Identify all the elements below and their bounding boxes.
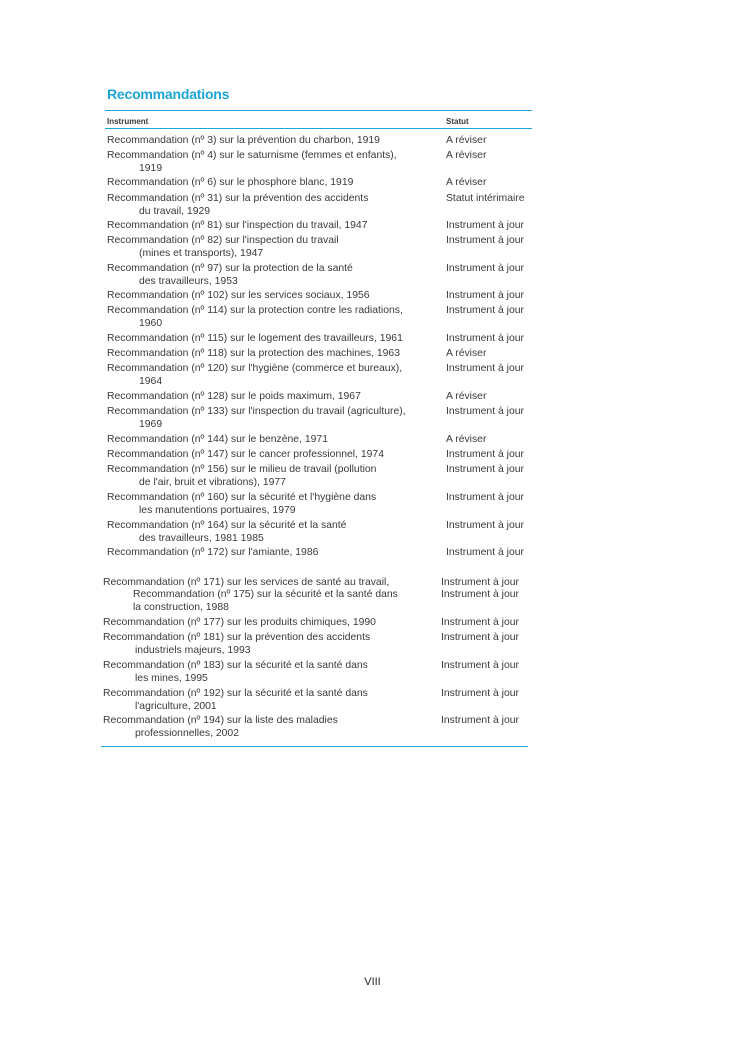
instrument-continuation: des travailleurs, 1981 1985 (139, 532, 264, 544)
table-bottom-rule (101, 746, 528, 747)
instrument-continuation: du travail, 1929 (139, 205, 211, 217)
instrument-cell (133, 589, 443, 614)
instrument-cell (107, 305, 442, 330)
instrument-cell (107, 492, 442, 517)
status-cell: A réviser (446, 391, 487, 402)
instrument-line: Recommandation (nº 115) sur le logement des travailleurs, 1961 (107, 333, 403, 344)
status-cell: Instrument à jour (441, 660, 519, 671)
status-cell: Instrument à jour (446, 290, 524, 301)
instrument-cell (107, 547, 442, 560)
instrument-line: Recommandation (nº 118) sur la protection des machines, 1963 (107, 348, 400, 359)
instrument-continuation: 1964 (139, 375, 163, 387)
status-cell: Instrument à jour (446, 406, 524, 417)
instrument-cell (107, 333, 442, 346)
instrument-line: Recommandation (nº 6) sur le phosphore blanc, 1919 (107, 177, 354, 188)
instrument-line: Recommandation (nº 114) sur la protection contre les radiations, (107, 305, 403, 316)
instrument-continuation: la construction, 1988 (133, 601, 229, 613)
instrument-line: Recommandation (nº 133) sur l'inspection du travail (agriculture), (107, 406, 406, 417)
status-cell: Instrument à jour (441, 617, 519, 628)
status-cell: A réviser (446, 135, 487, 146)
instrument-cell (107, 150, 442, 175)
instrument-line: Recommandation (nº 102) sur les services sociaux, 1956 (107, 290, 370, 301)
instrument-line: Recommandation (nº 97) sur la protection de la santé (107, 263, 353, 274)
column-header-instrument: Instrument (107, 117, 149, 126)
status-cell: Instrument à jour (446, 305, 524, 316)
table-body-a (107, 135, 537, 575)
instrument-cell (107, 449, 442, 462)
status-cell: Instrument à jour (446, 235, 524, 246)
instrument-line: Recommandation (nº 144) sur le benzène, 1971 (107, 434, 328, 445)
instrument-line: Recommandation (nº 4) sur le saturnisme (femmes et enfants), (107, 150, 397, 161)
instrument-continuation: les manutentions portuaires, 1979 (139, 504, 296, 516)
instrument-line: Recommandation (nº 194) sur la liste des maladies (103, 715, 338, 726)
instrument-cell (107, 348, 442, 361)
status-cell: Instrument à jour (441, 589, 519, 600)
instrument-line: Recommandation (nº 160) sur la sécurité et l'hygiène dans (107, 492, 377, 503)
status-cell: Instrument à jour (446, 263, 524, 274)
status-cell: A réviser (446, 150, 487, 161)
instrument-line: Recommandation (nº 120) sur l'hygiène (commerce et bureaux), (107, 363, 403, 374)
instrument-cell (107, 135, 442, 148)
status-cell: Statut intérimaire (446, 193, 525, 204)
instrument-cell (107, 363, 442, 388)
instrument-line: Recommandation (nº 82) sur l'inspection du travail (107, 235, 339, 246)
status-cell: Instrument à jour (446, 363, 524, 374)
instrument-line: Recommandation (nº 175) sur la sécurité et la santé dans (133, 589, 398, 600)
instrument-continuation: 1960 (139, 317, 163, 329)
instrument-cell (107, 220, 442, 233)
instrument-cell (107, 391, 442, 404)
instrument-continuation: industriels majeurs, 1993 (135, 644, 251, 656)
instrument-line: Recommandation (nº 3) sur la prévention du charbon, 1919 (107, 135, 380, 146)
instrument-line: Recommandation (nº 192) sur la sécurité et la santé dans (103, 688, 368, 699)
status-cell: Instrument à jour (446, 464, 524, 475)
status-cell: Instrument à jour (446, 333, 524, 344)
instrument-continuation: des travailleurs, 1953 (139, 275, 238, 287)
status-cell: Instrument à jour (441, 715, 519, 726)
status-cell: Instrument à jour (441, 688, 519, 699)
status-cell: Instrument à jour (446, 449, 524, 460)
instrument-cell (103, 688, 438, 713)
instrument-cell (107, 406, 442, 431)
instrument-cell (103, 715, 438, 740)
status-cell: A réviser (446, 177, 487, 188)
column-header-statut: Statut (446, 117, 469, 126)
instrument-cell (107, 263, 442, 288)
instrument-line: Recommandation (nº 128) sur le poids maximum, 1967 (107, 391, 361, 402)
instrument-continuation: de l'air, bruit et vibrations), 1977 (139, 476, 286, 488)
instrument-cell (107, 235, 442, 260)
instrument-cell (103, 617, 438, 630)
section-title: Recommandations (107, 86, 230, 102)
instrument-cell (107, 193, 442, 218)
instrument-continuation: 1919 (139, 162, 163, 174)
instrument-continuation: les mines, 1995 (135, 672, 208, 684)
instrument-line: Recommandation (nº 181) sur la prévention des accidents (103, 632, 371, 643)
status-cell: Instrument à jour (441, 632, 519, 643)
instrument-cell (103, 660, 438, 685)
instrument-line: Recommandation (nº 164) sur la sécurité et la santé (107, 520, 347, 531)
instrument-continuation: 1969 (139, 418, 163, 430)
table-top-rule (105, 110, 532, 111)
instrument-cell (107, 290, 442, 303)
instrument-line: Recommandation (nº 147) sur le cancer professionnel, 1974 (107, 449, 384, 460)
table-body-b (103, 577, 533, 747)
instrument-cell (103, 632, 438, 657)
instrument-cell (107, 464, 442, 489)
status-cell: Instrument à jour (446, 547, 524, 558)
instrument-line: Recommandation (nº 156) sur le milieu de travail (pollution (107, 464, 377, 475)
instrument-cell (103, 577, 438, 590)
status-cell: A réviser (446, 348, 487, 359)
instrument-line: Recommandation (nº 171) sur les services de santé au travail, (103, 577, 390, 588)
instrument-continuation: l'agriculture, 2001 (135, 700, 217, 712)
header-rule (105, 128, 532, 129)
status-cell: Instrument à jour (446, 520, 524, 531)
instrument-cell (107, 177, 442, 190)
status-cell: Instrument à jour (446, 220, 524, 231)
status-cell: Instrument à jour (446, 492, 524, 503)
instrument-line: Recommandation (nº 177) sur les produits chimiques, 1990 (103, 617, 376, 628)
instrument-line: Recommandation (nº 183) sur la sécurité et la santé dans (103, 660, 368, 671)
instrument-cell (107, 434, 442, 447)
instrument-continuation: professionnelles, 2002 (135, 727, 239, 739)
instrument-continuation: (mines et transports), 1947 (139, 247, 264, 259)
instrument-line: Recommandation (nº 172) sur l'amiante, 1986 (107, 547, 319, 558)
status-cell: A réviser (446, 434, 487, 445)
instrument-cell (107, 520, 442, 545)
status-cell: Instrument à jour (441, 577, 519, 588)
instrument-line: Recommandation (nº 81) sur l'inspection du travail, 1947 (107, 220, 368, 231)
page-number: VIII (364, 976, 381, 988)
instrument-line: Recommandation (nº 31) sur la prévention des accidents (107, 193, 369, 204)
